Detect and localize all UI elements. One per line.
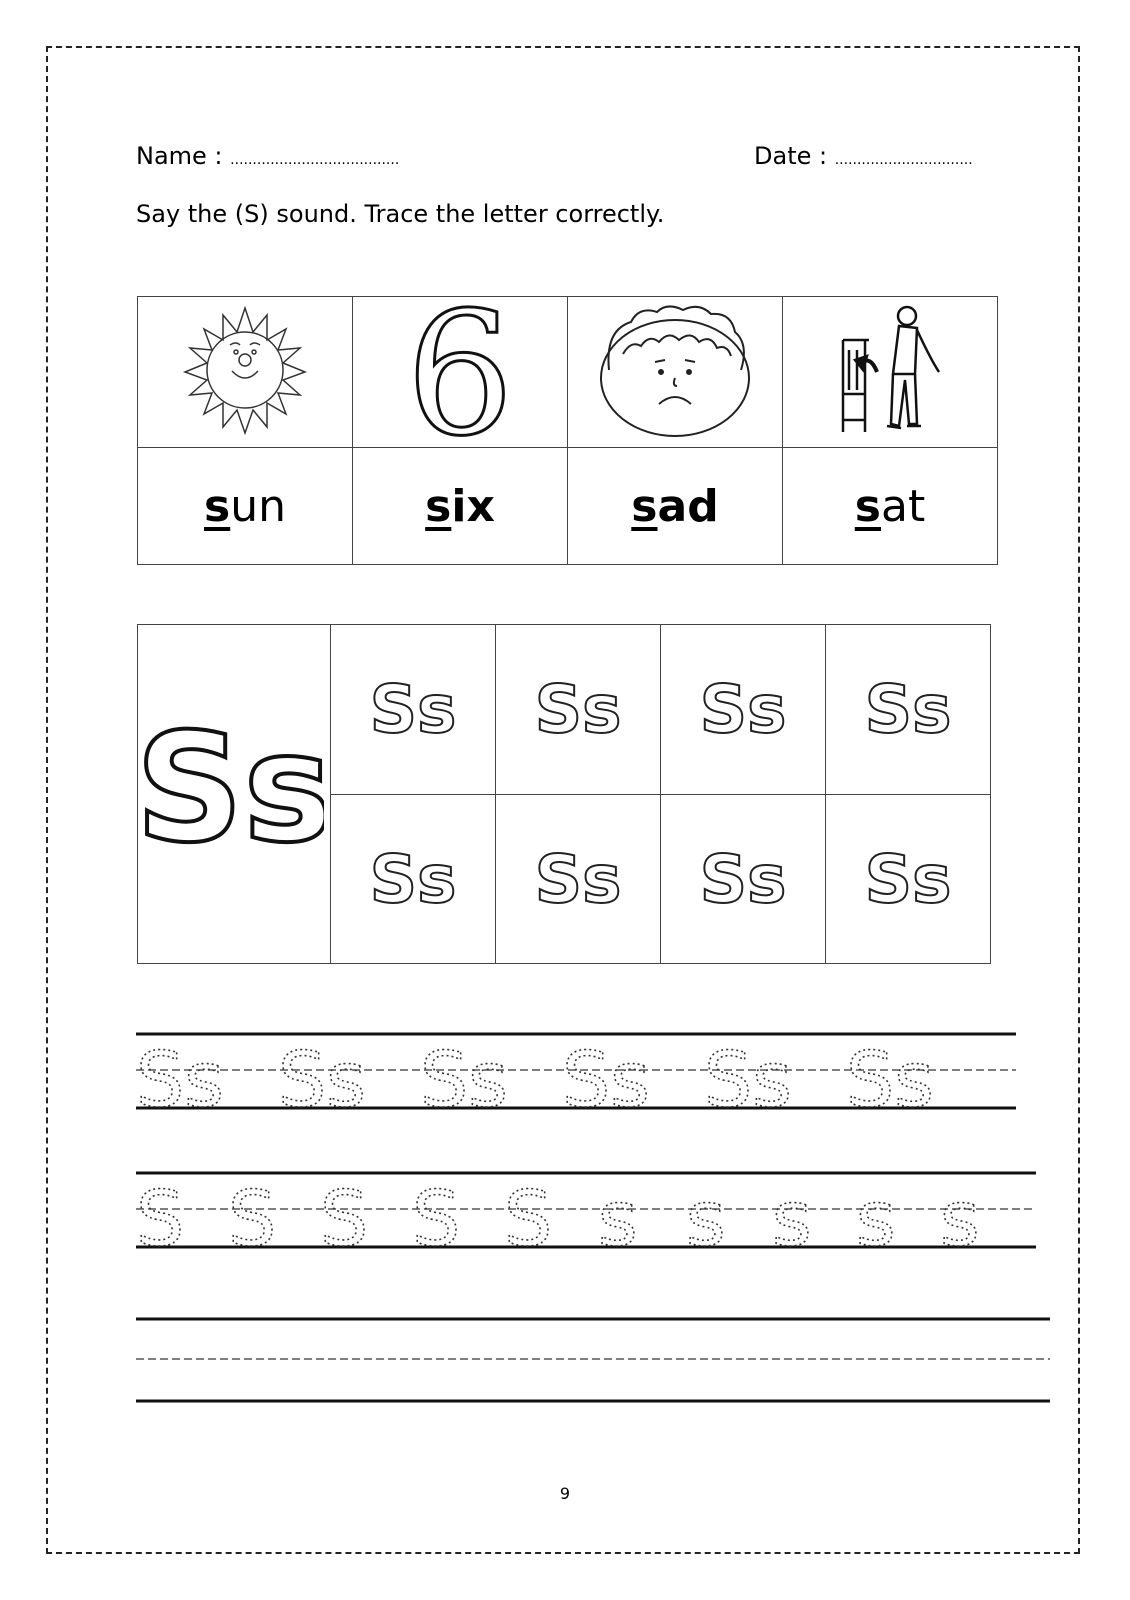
svg-text:Ss: Ss: [369, 672, 457, 743]
svg-text:Ss: Ss: [420, 1035, 508, 1112]
svg-text:S: S: [320, 1174, 369, 1253]
name-label: Name :: [136, 142, 223, 170]
picture-word-table: [137, 296, 998, 565]
big-letter-outline: [144, 722, 324, 862]
svg-text:6: 6: [405, 297, 515, 443]
svg-text:Ss: Ss: [369, 841, 457, 912]
trace-cell[interactable]: [826, 794, 991, 964]
svg-text:s: s: [686, 1174, 726, 1253]
svg-text:Ss: Ss: [278, 1035, 366, 1112]
sad-face-icon: [595, 300, 755, 440]
svg-text:Ss: Ss: [562, 1035, 650, 1112]
six-cell: [353, 297, 568, 448]
word-sad: sad: [568, 448, 783, 565]
date-label: Date :: [754, 142, 828, 170]
tracing-row-2[interactable]: [136, 1169, 1036, 1253]
svg-text:Ss: Ss: [864, 841, 952, 912]
word-sat: sat: [783, 448, 998, 565]
word-sun: sun: [138, 448, 353, 565]
svg-text:S: S: [412, 1174, 461, 1253]
name-field[interactable]: [136, 142, 399, 170]
svg-text:Ss: Ss: [534, 841, 622, 912]
sun-cell: [138, 297, 353, 448]
word-six: six: [353, 448, 568, 565]
big-letter-cell: [138, 625, 331, 964]
page-number: 9: [559, 1484, 571, 1503]
trace-cell[interactable]: [331, 794, 496, 964]
svg-text:Ss: Ss: [136, 1035, 224, 1112]
name-blank[interactable]: ......................................: [230, 152, 400, 168]
sit-person-icon: [835, 300, 945, 440]
svg-text:Ss: Ss: [704, 1035, 792, 1112]
date-field[interactable]: [754, 142, 973, 170]
svg-text:s: s: [856, 1174, 896, 1253]
trace-cell[interactable]: [661, 794, 826, 964]
sad-cell: [568, 297, 783, 448]
sat-cell: [783, 297, 998, 448]
trace-cell[interactable]: [496, 625, 661, 795]
svg-text:s: s: [940, 1174, 980, 1253]
trace-cell[interactable]: [496, 794, 661, 964]
svg-text:Ss: Ss: [846, 1035, 934, 1112]
letter-outline-grid: [137, 624, 991, 964]
blank-writing-row[interactable]: [136, 1315, 1050, 1405]
svg-text:S: S: [136, 1174, 185, 1253]
instruction: Say the (S) sound. Trace the letter correctly.: [136, 200, 665, 228]
tracing-row-1[interactable]: [136, 1030, 1016, 1112]
svg-text:Ss: Ss: [699, 672, 787, 743]
trace-cell[interactable]: [331, 625, 496, 795]
svg-text:S: S: [228, 1174, 277, 1253]
svg-text:Ss: Ss: [534, 672, 622, 743]
trace-cell[interactable]: [826, 625, 991, 795]
svg-text:Ss: Ss: [144, 722, 324, 862]
trace-cell[interactable]: [661, 625, 826, 795]
svg-text:Ss: Ss: [864, 672, 952, 743]
svg-text:s: s: [598, 1174, 638, 1253]
sun-icon: [170, 305, 320, 435]
date-blank[interactable]: ...............................: [834, 152, 973, 168]
svg-text:s: s: [772, 1174, 812, 1253]
svg-text:S: S: [504, 1174, 553, 1253]
svg-text:Ss: Ss: [699, 841, 787, 912]
six-icon: [400, 298, 520, 443]
